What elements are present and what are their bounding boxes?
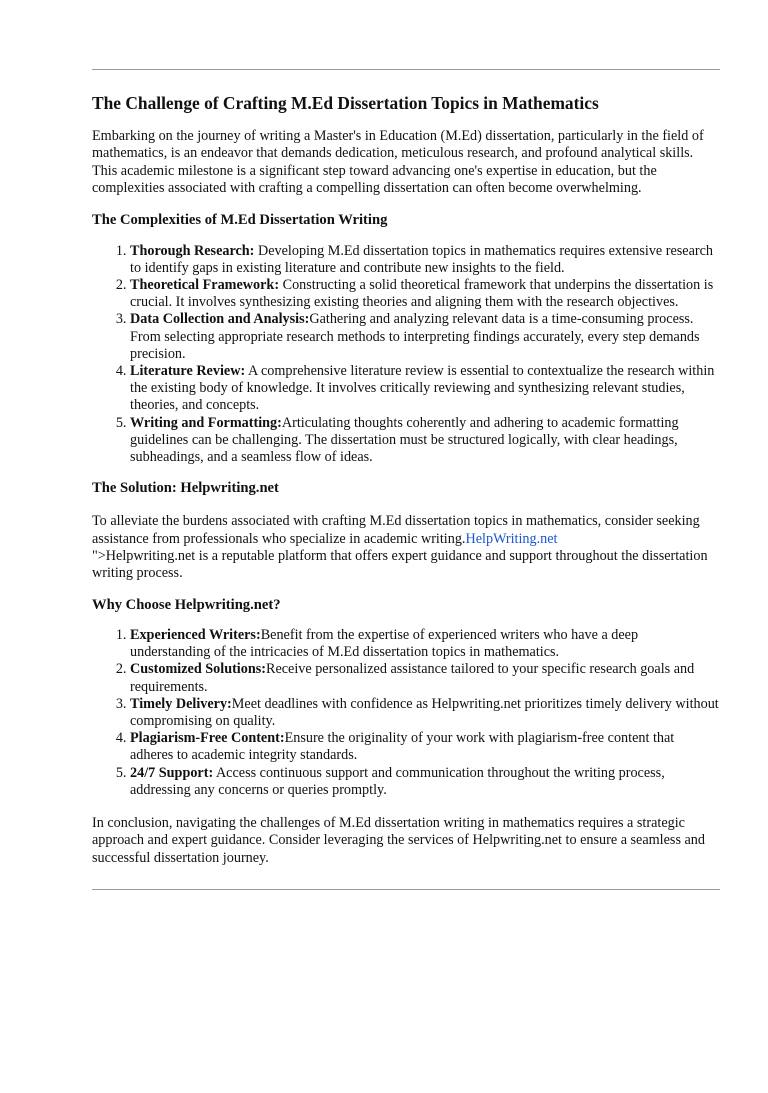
list-item [130,627,720,661]
item-text: Receive personalized assistance tailored to your specific research goals and requirements. [130,661,695,695]
bottom-divider [92,889,720,890]
helpwriting-link[interactable]: HelpWriting.net [465,530,558,547]
why-list [92,627,720,799]
list-item [130,661,720,695]
item-title: Theoretical Framework: [130,277,280,294]
item-text: Gathering and analyzing relevant data is a time-consuming process. From selecting appropriate research methods to interpreting findings accurately, every step demands precision. [130,311,700,362]
item-text: Constructing a solid theoretical framework that underpins the dissertation is crucial. It involves synthesizing existing theories and aligning them with the research objectives. [130,277,714,311]
list-item [130,277,720,311]
item-title: Experienced Writers: [130,626,261,643]
solution-paragraph [92,513,720,583]
item-text: A comprehensive literature review is essential to contextualize the research within the existing body of knowledge. It involves critically reviewing and synthesizing relevant studies, theories, and concepts. [130,363,715,414]
item-text: Benefit from the expertise of experienced writers who have a deep understanding of the intricacies of M.Ed dissertation topics in mathematics. [130,626,639,661]
complexities-list [92,243,720,467]
item-title: Thorough Research: [130,242,255,259]
solution-text-after: ">Helpwriting.net is a reputable platform that offers expert guidance and support throughout the dissertation writing process. [92,548,708,582]
item-title: 24/7 Support: [130,764,214,781]
item-title: Plagiarism-Free Content: [130,730,285,747]
list-item [130,415,720,467]
list-item [130,311,720,363]
item-title: Timely Delivery: [130,695,232,712]
item-title: Writing and Formatting: [130,414,282,431]
solution-heading: The Solution: Helpwriting.net [92,480,279,497]
conclusion-paragraph: In conclusion, navigating the challenges of M.Ed dissertation writing in mathematics requires a strategic approach and expert guidance. Consider leveraging the services of Helpwriting.net to ensure a seamless and successful dissertation journey. [92,814,705,866]
list-item [130,765,720,799]
item-text: Access continuous support and communication throughout the writing process, addressing any concerns or queries promptly. [130,764,665,798]
list-item [130,363,720,415]
list-item [130,696,720,730]
solution-text-before: To alleviate the burdens associated with crafting M.Ed dissertation topics in mathematics, consider seeking assistance from professionals who specialize in academic writing. [92,513,700,547]
intro-paragraph: Embarking on the journey of writing a Master's in Education (M.Ed) dissertation, particularly in the field of mathematics, is an endeavor that demands dedication, meticulous research, and profound analytical skills. This academic milestone is a significant step toward advancing one's expertise in education, but the complexities associated with crafting a compelling dissertation can often become overwhelming. [92,128,704,197]
item-text: Developing M.Ed dissertation topics in mathematics requires extensive research to identify gaps in existing literature and contribute new insights to the field. [130,242,714,276]
why-heading: Why Choose Helpwriting.net? [92,596,281,613]
item-title: Literature Review: [130,363,246,380]
item-title: Customized Solutions: [130,661,266,678]
page-title: The Challenge of Crafting M.Ed Dissertation Topics in Mathematics [92,93,599,113]
item-text: Articulating thoughts coherently and adhering to academic formatting guidelines can be challenging. The dissertation must be structured logically, with clear headings, subheadings, and a seamless flow of ideas. [130,414,679,466]
item-text: Ensure the originality of your work with plagiarism-free content that adheres to academic integrity standards. [130,730,675,764]
list-item [130,730,720,764]
list-item [130,243,720,277]
top-divider [92,69,720,70]
complexities-heading: The Complexities of M.Ed Dissertation Writing [92,211,388,228]
item-title: Data Collection and Analysis: [130,311,310,328]
item-text: Meet deadlines with confidence as Helpwriting.net prioritizes timely delivery without compromising on quality. [130,695,719,729]
document-page [0,69,768,1093]
